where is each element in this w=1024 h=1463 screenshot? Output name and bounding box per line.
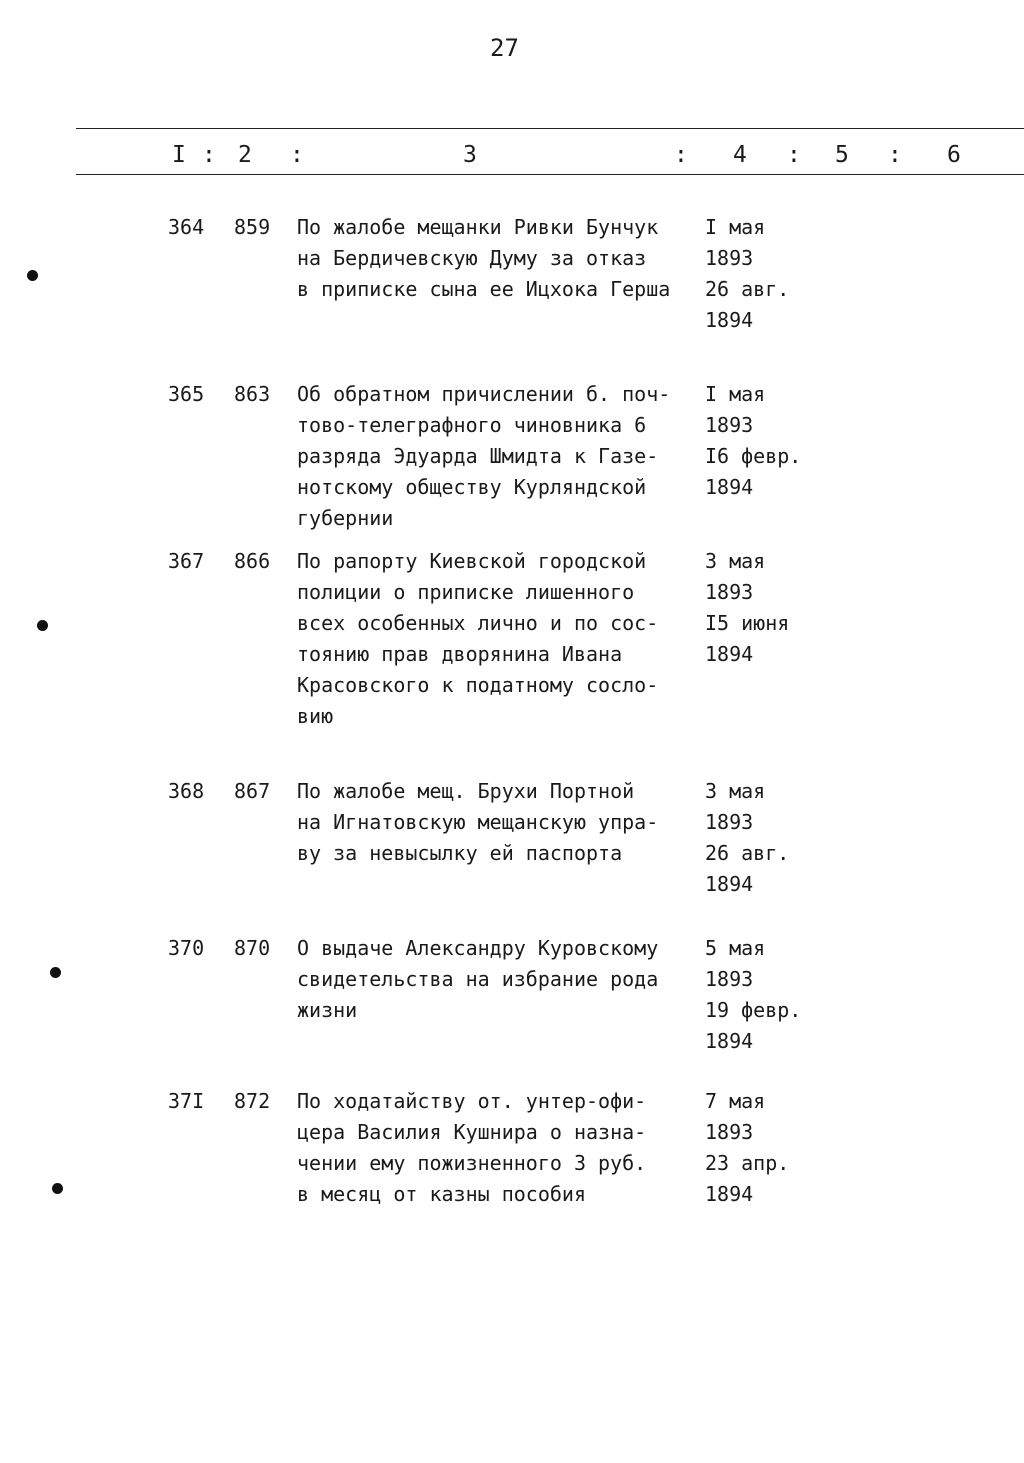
date-line: 3 мая (705, 779, 766, 803)
date-line: 1894 (705, 1029, 754, 1053)
date-line: 1893 (705, 967, 754, 991)
header-separator: : (202, 142, 216, 168)
description-line: на Игнатовскую мещанскую упра- (297, 810, 659, 834)
date-line: 7 мая (705, 1089, 766, 1113)
case-dates (705, 212, 825, 336)
description-line: разряда Эдуарда Шмидта к Газе- (297, 444, 659, 468)
punch-hole-mark (37, 620, 48, 631)
case-number: 859 (234, 215, 271, 239)
date-line: 26 авг. (705, 277, 790, 301)
header-separator: : (787, 142, 801, 168)
date-line: I5 июня (705, 611, 790, 635)
case-dates (705, 379, 825, 503)
description-line: нотскому обществу Курляндской (297, 475, 647, 499)
case-description (297, 212, 697, 305)
header-col-3: 3 (463, 142, 477, 168)
description-line: губернии (297, 506, 394, 530)
date-line: 1893 (705, 413, 754, 437)
description-line: тоянию прав дворянина Ивана (297, 642, 623, 666)
row-number: 367 (168, 549, 205, 573)
description-line: полиции о приписке лишенного (297, 580, 635, 604)
description-line: О выдаче Александру Куровскому (297, 936, 659, 960)
header-separator: : (290, 142, 304, 168)
case-dates (705, 776, 825, 900)
header-separator: : (674, 142, 688, 168)
header-bottom-rule (76, 174, 1024, 175)
case-number: 872 (234, 1089, 271, 1113)
page-number: 27 (490, 34, 519, 62)
punch-hole-mark (27, 270, 38, 281)
description-line: Об обратном причислении б. поч- (297, 382, 671, 406)
case-dates (705, 933, 825, 1057)
header-col-4: 4 (733, 142, 747, 168)
description-line: ву за невысылку ей паспорта (297, 841, 623, 865)
case-number: 870 (234, 936, 271, 960)
header-top-rule (76, 128, 1024, 129)
date-line: I мая (705, 215, 766, 239)
header-col-6: 6 (947, 142, 961, 168)
case-description (297, 776, 697, 869)
description-line: в месяц от казны пособия (297, 1182, 586, 1206)
case-description (297, 379, 697, 534)
date-line: I6 февр. (705, 444, 802, 468)
header-col-2: 2 (238, 142, 252, 168)
row-number: 365 (168, 382, 205, 406)
date-line: 3 мая (705, 549, 766, 573)
date-line: 5 мая (705, 936, 766, 960)
description-line: Красовского к податному сосло- (297, 673, 659, 697)
case-number: 866 (234, 549, 271, 573)
date-line: 26 авг. (705, 841, 790, 865)
description-line: чении ему пожизненного 3 руб. (297, 1151, 647, 1175)
date-line: 1894 (705, 475, 754, 499)
case-description (297, 546, 697, 732)
date-line: 23 апр. (705, 1151, 790, 1175)
description-line: По жалобе мещанки Ривки Бунчук (297, 215, 659, 239)
date-line: 1894 (705, 308, 754, 332)
description-line: в приписке сына ее Ицхока Герша (297, 277, 671, 301)
date-line: 1893 (705, 246, 754, 270)
date-line: 1893 (705, 580, 754, 604)
case-description (297, 1086, 697, 1210)
date-line: I мая (705, 382, 766, 406)
description-line: вию (297, 704, 334, 728)
case-dates (705, 546, 825, 670)
date-line: 1893 (705, 1120, 754, 1144)
date-line: 1894 (705, 642, 754, 666)
date-line: 1894 (705, 1182, 754, 1206)
description-line: жизни (297, 998, 358, 1022)
date-line: 19 февр. (705, 998, 802, 1022)
date-line: 1893 (705, 810, 754, 834)
row-number: 370 (168, 936, 205, 960)
case-number: 867 (234, 779, 271, 803)
case-description (297, 933, 697, 1026)
date-line: 1894 (705, 872, 754, 896)
description-line: тово-телеграфного чиновника 6 (297, 413, 647, 437)
row-number: 364 (168, 215, 205, 239)
header-col-5: 5 (835, 142, 849, 168)
case-dates (705, 1086, 825, 1210)
row-number: 368 (168, 779, 205, 803)
description-line: цера Василия Кушнира о назна- (297, 1120, 647, 1144)
case-number: 863 (234, 382, 271, 406)
header-col-1: I (172, 142, 186, 168)
description-line: По рапорту Киевской городской (297, 549, 647, 573)
punch-hole-mark (50, 967, 61, 978)
description-line: По жалобе мещ. Брухи Портной (297, 779, 635, 803)
description-line: всех особенных лично и по сос- (297, 611, 659, 635)
header-separator: : (888, 142, 902, 168)
description-line: свидетельства на избрание рода (297, 967, 659, 991)
punch-hole-mark (52, 1183, 63, 1194)
description-line: По ходатайству от. унтер-офи- (297, 1089, 647, 1113)
description-line: на Бердичевскую Думу за отказ (297, 246, 647, 270)
row-number: 37I (168, 1089, 205, 1113)
